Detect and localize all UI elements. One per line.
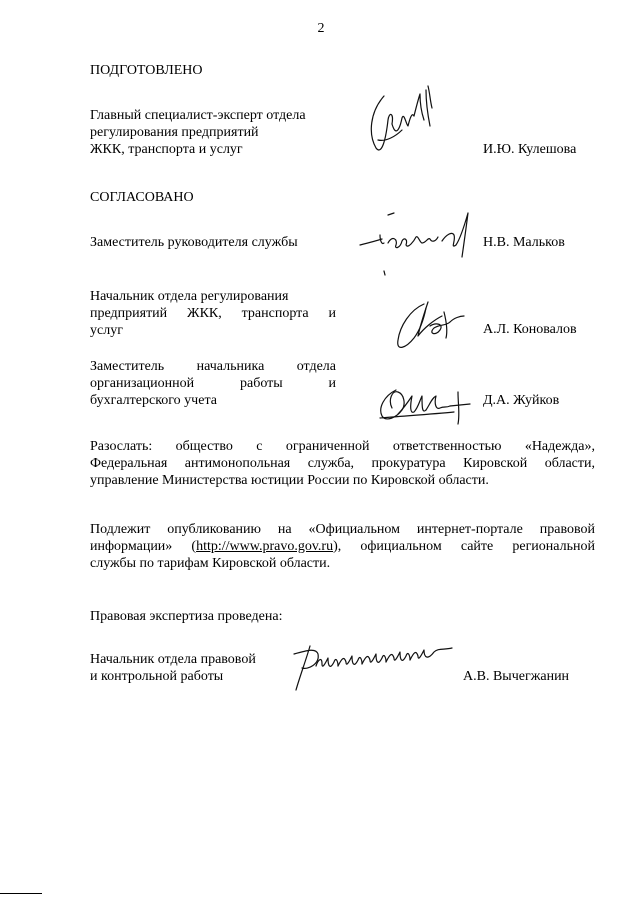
publication-block	[90, 521, 595, 572]
position-line: организационной работы и	[90, 376, 336, 391]
legal-position	[90, 651, 256, 685]
position-line: ЖКК, транспорта и услуг	[90, 142, 243, 157]
publication-text: ), официальном сайте региональной	[333, 539, 595, 554]
legal-heading: Правовая экспертиза проведена:	[90, 609, 283, 624]
position-line: Главный специалист-эксперт отдела	[90, 108, 306, 123]
signature-malkov	[358, 205, 478, 275]
position-line: бухгалтерского учета	[90, 393, 217, 408]
distribution-line: Федеральная антимонопольная служба, прокуратура Кировской области,	[90, 456, 595, 471]
agreed-name-2: А.Л. Коновалов	[483, 322, 577, 337]
position-line: Начальник отдела регулирования	[90, 289, 289, 304]
distribution-line: Разослать: общество с ограниченной ответственностью «Надежда»,	[90, 439, 595, 454]
position-line: услуг	[90, 323, 123, 338]
agreed-position-1: Заместитель руководителя службы	[90, 235, 298, 250]
agreed-name-1: Н.В. Мальков	[483, 235, 565, 250]
distribution-block	[90, 438, 595, 489]
legal-name: А.В. Вычегжанин	[463, 669, 570, 684]
publication-line: службы по тарифам Кировской области.	[90, 556, 331, 571]
position-line: предприятий ЖКК, транспорта и	[90, 306, 336, 321]
agreed-position-2	[90, 288, 336, 339]
pravo-gov-link[interactable]: http://www.pravo.gov.ru	[196, 539, 334, 554]
position-line: и контрольной работы	[90, 669, 224, 684]
footer-rule	[0, 893, 42, 894]
prepared-heading: ПОДГОТОВЛЕНО	[90, 63, 203, 78]
prepared-position	[90, 107, 306, 158]
signature-vychegzhanin	[288, 640, 458, 700]
publication-line	[90, 538, 595, 555]
position-line: Начальник отдела правовой	[90, 652, 256, 667]
signature-konovalov	[390, 296, 480, 356]
position-line: Заместитель начальника отдела	[90, 359, 336, 374]
publication-text: информации» (	[90, 539, 197, 554]
distribution-line: управление Министерства юстиции России по Кировской области.	[90, 473, 489, 488]
agreed-position-3	[90, 358, 336, 409]
agreed-heading: СОГЛАСОВАНО	[90, 190, 194, 205]
signature-kuleshova	[356, 82, 436, 162]
publication-line: Подлежит опубликованию на «Официальном интернет-портале правовой	[90, 522, 595, 537]
page-number: 2	[317, 21, 325, 36]
prepared-name: И.Ю. Кулешова	[483, 142, 577, 157]
position-line: регулирования предприятий	[90, 125, 259, 140]
agreed-name-3: Д.А. Жуйков	[483, 393, 560, 408]
signature-zhuykov	[374, 378, 484, 428]
